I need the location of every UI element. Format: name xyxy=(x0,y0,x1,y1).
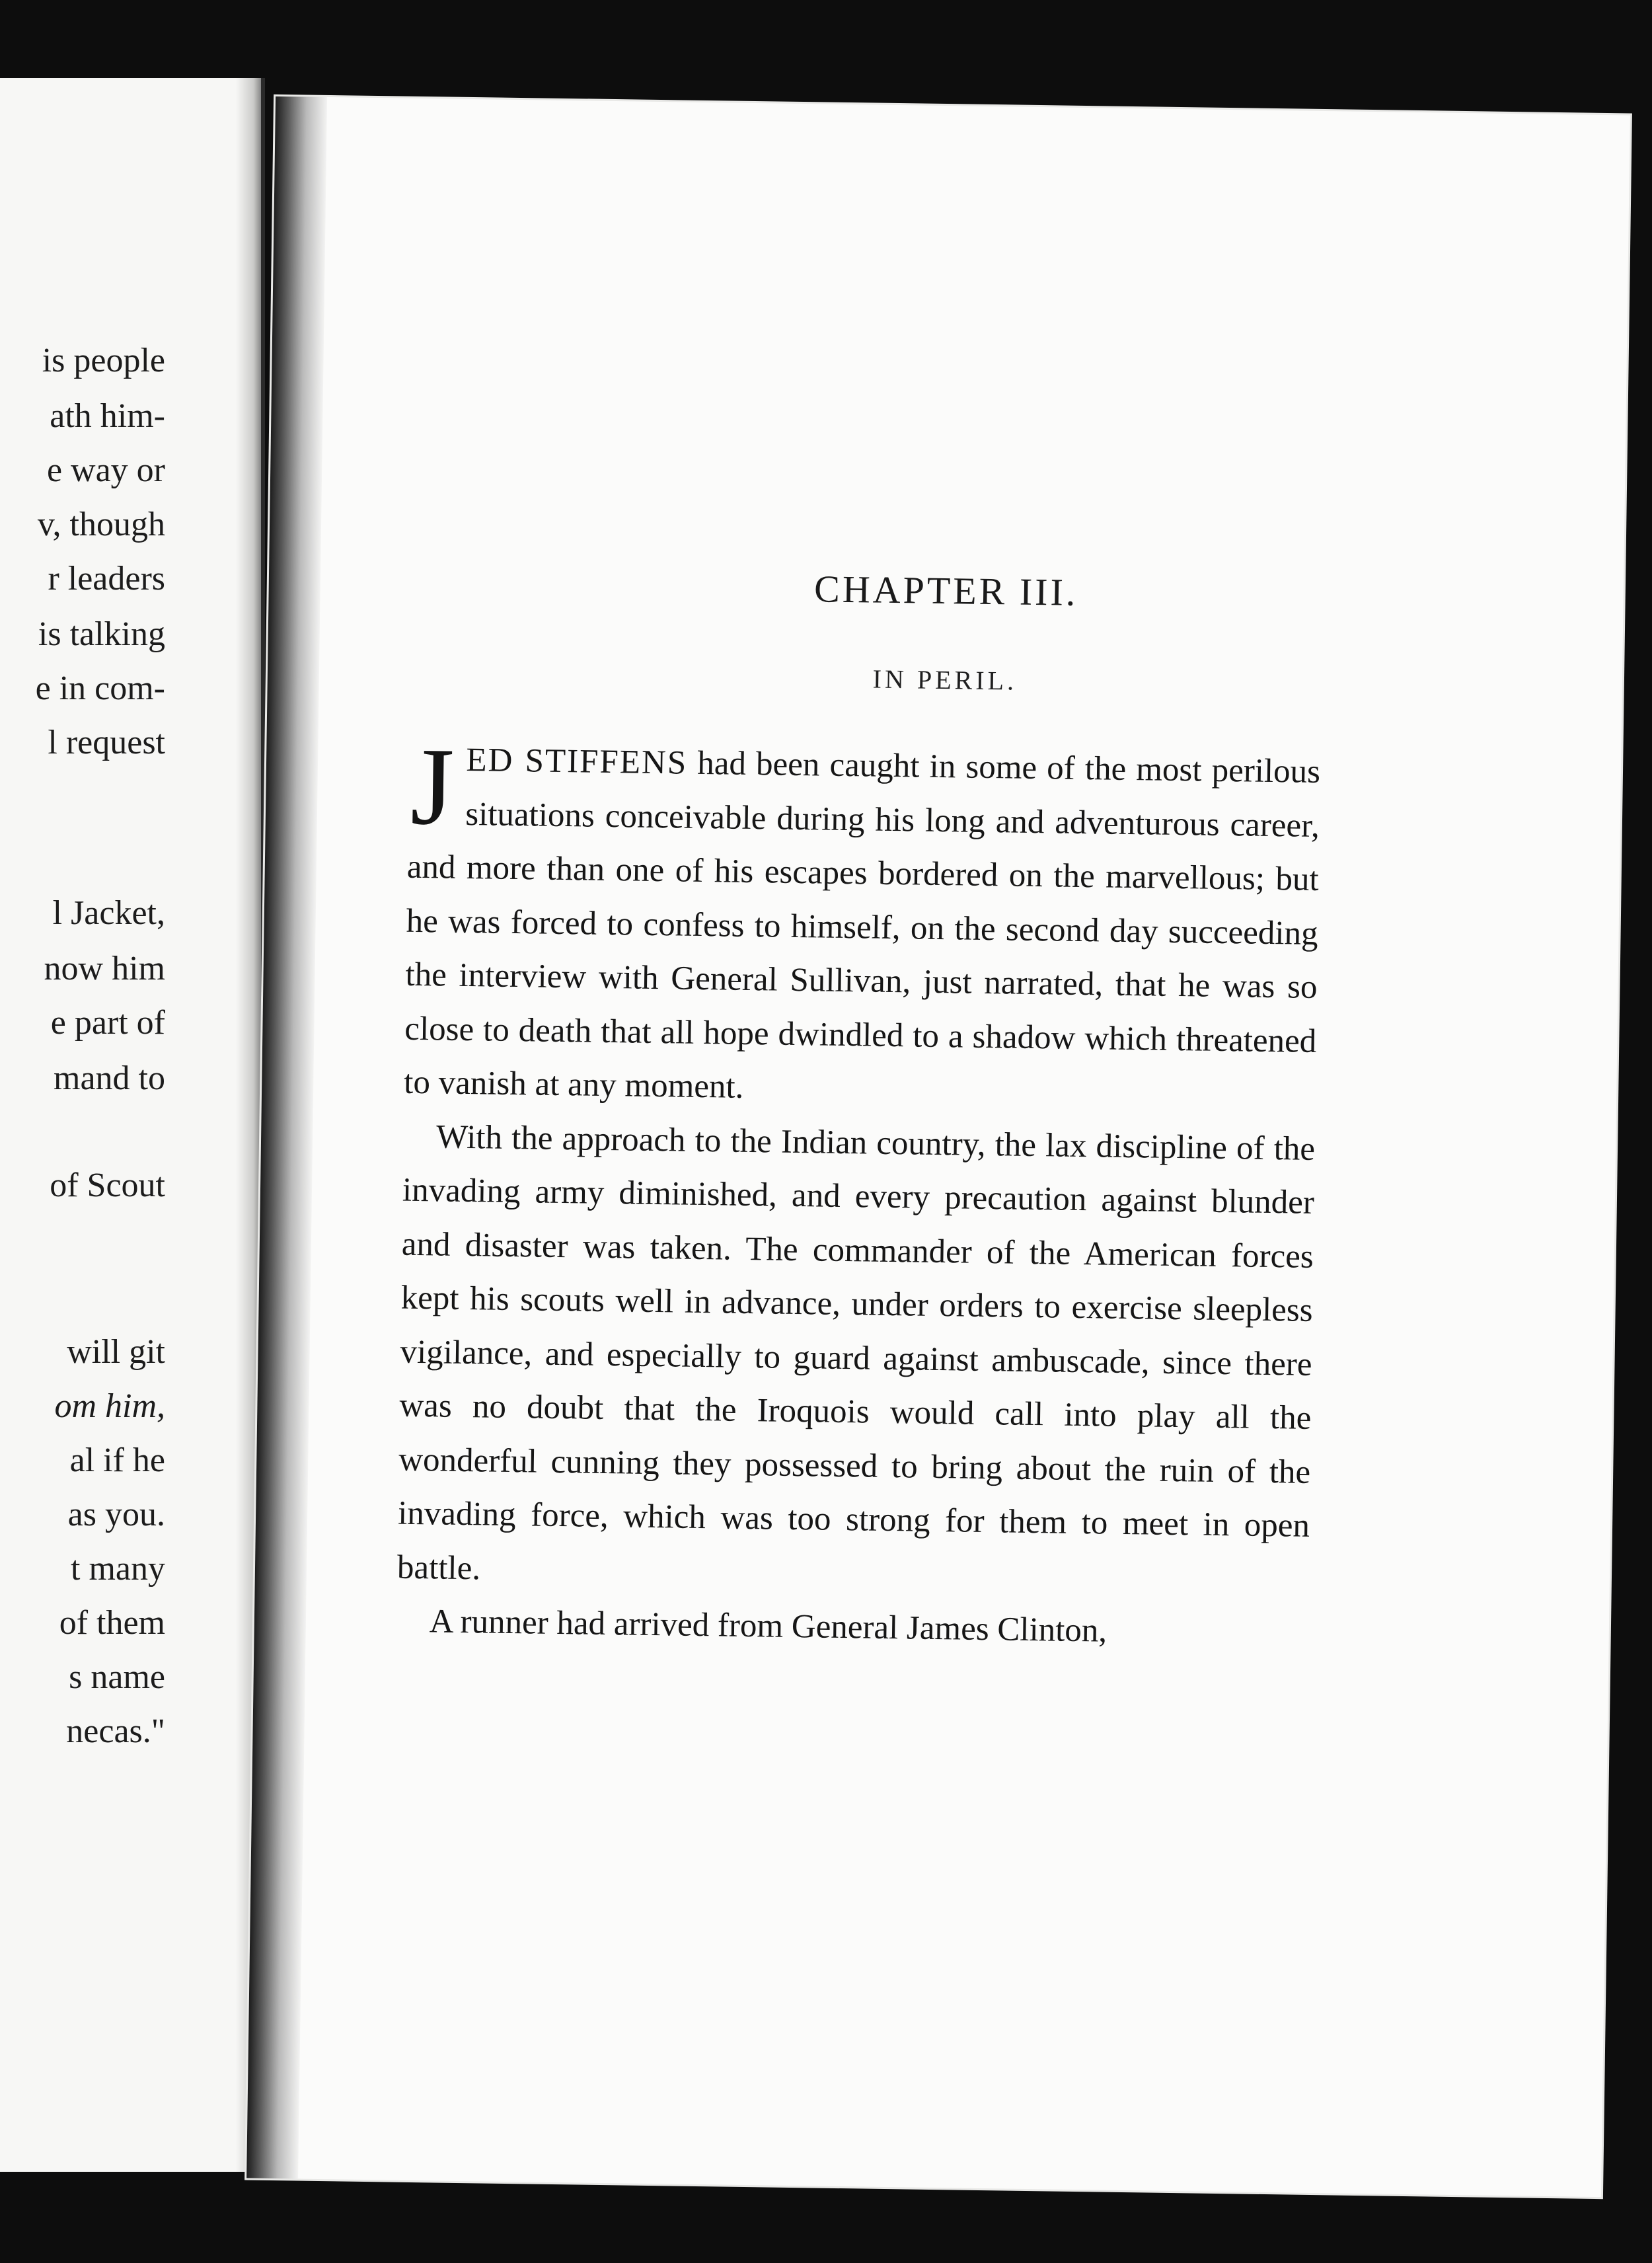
opening-words: ED STIFFENS xyxy=(466,741,688,782)
left-page-line: l Jacket, xyxy=(52,894,165,932)
left-page-line: is talking xyxy=(38,615,165,653)
left-page-line: al if he xyxy=(69,1441,165,1479)
left-page-line: is people xyxy=(42,342,165,379)
left-page-line: l request xyxy=(48,724,165,761)
left-page-line: now him xyxy=(44,950,165,987)
left-page-line: e way or xyxy=(46,451,165,489)
left-page-line: r leaders xyxy=(48,560,165,597)
drop-cap: J xyxy=(410,724,455,849)
left-page-line: as you. xyxy=(67,1496,165,1533)
paragraph-1-text: had been caught in some of the most perilous situations conceivable during his long and adventurous career, and more than one of his escapes bordered on the marvellous; but he was forced to confess to himself, on the second day succeeding the interview with General Sullivan, just narrated, that he was so close to death that all hope dwindled to a shadow which threatened to vanish at any moment. xyxy=(403,744,1321,1106)
chapter-subtitle: IN PERIL. xyxy=(872,664,1018,696)
chapter-title: CHAPTER III. xyxy=(813,567,1078,614)
left-page-line: mand to xyxy=(54,1059,165,1097)
chapter-body xyxy=(396,724,1321,1662)
left-page-line: v, though xyxy=(37,506,165,543)
paragraph-2: With the approach to the Indian country, the lax discipline of the invading army diminished, and every precaution against blunder and disaster was taken. The commander of the American forces kept his scouts well in advance, under orders to exercise sleepless vigilance, and especially to guard against ambuscade, since there was no doubt that the Iroquois would call into play all the wonderful cunning they possessed to bring about the ruin of the invading force, which was too strong for them to meet in open battle. xyxy=(396,1118,1316,1587)
paragraph-3: A runner had arrived from General James Clinton, xyxy=(429,1603,1108,1650)
left-page-line: necas." xyxy=(66,1712,165,1750)
left-page-line: t many xyxy=(71,1550,165,1588)
left-page-line: will git xyxy=(67,1333,165,1371)
current-page xyxy=(246,96,1630,2197)
left-page-line: e in com- xyxy=(35,670,165,707)
left-page-line: e part of xyxy=(50,1004,165,1042)
paragraph-1 xyxy=(403,724,1321,1123)
left-page-line: s name xyxy=(69,1658,165,1696)
left-page-line: of Scout xyxy=(50,1167,165,1204)
left-page-line: ath him- xyxy=(50,397,165,435)
previous-page xyxy=(0,78,265,2172)
left-page-line: of them xyxy=(59,1604,165,1642)
left-page-line: om him, xyxy=(54,1387,165,1425)
